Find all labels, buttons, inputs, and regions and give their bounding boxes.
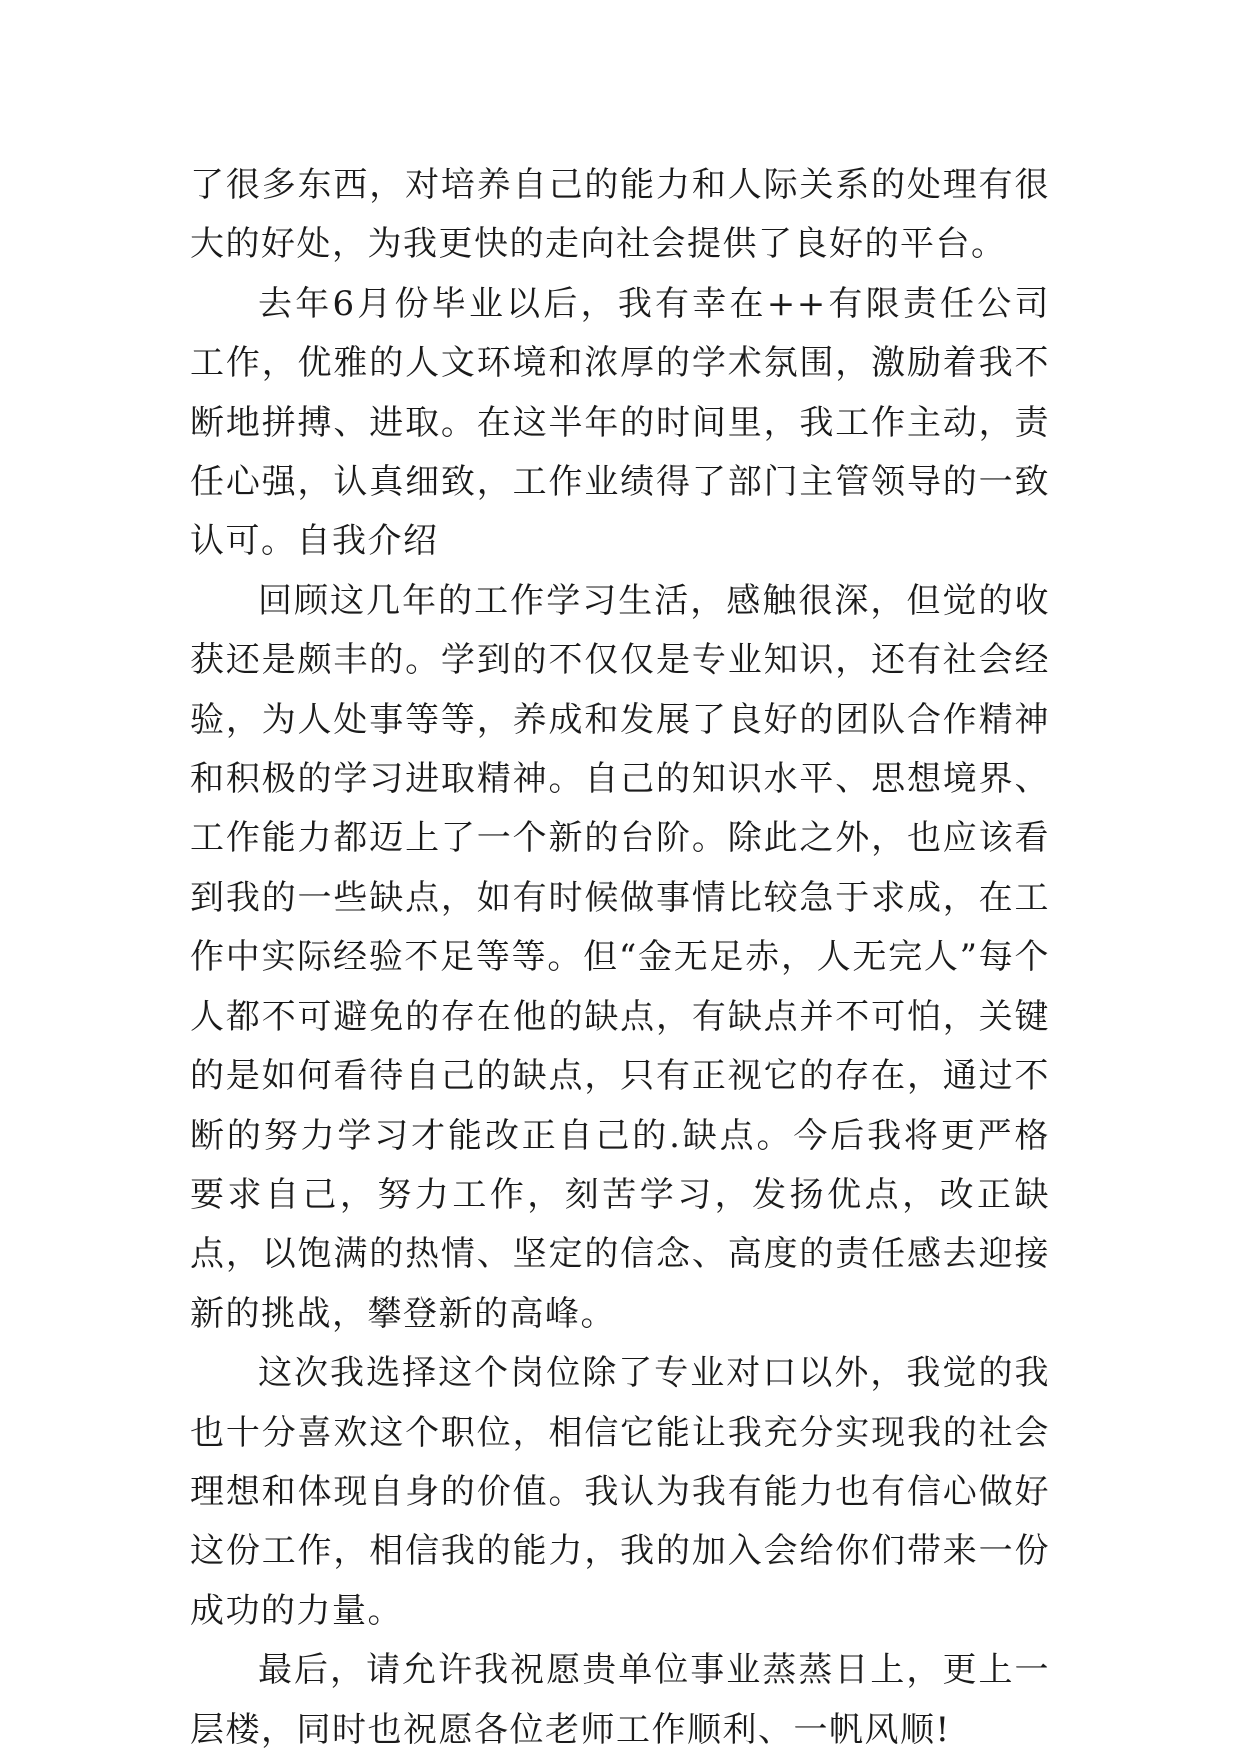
- document-body: [190, 156, 1050, 1760]
- paragraph-continuation: 了很多东西，对培养自己的能力和人际关系的处理有很大的好处，为我更快的走向社会提供了良好的平台。: [190, 165, 1050, 265]
- paragraph-position-choice: 这次我选择这个岗位除了专业对口以外，我觉的我也十分喜欢这个职位，相信它能让我充分实现我的社会理想和体现自身的价值。我认为我有能力也有信心做好这份工作，相信我的能力，我的加入会给你们带来一份成功的力量。: [190, 1353, 1050, 1631]
- paragraph-closing: 最后，请允许我祝愿贵单位事业蒸蒸日上，更上一层楼，同时也祝愿各位老师工作顺利、一帆风顺!: [190, 1650, 1050, 1750]
- paragraph-reflection: 回顾这几年的工作学习生活，感触很深，但觉的收获还是颇丰的。学到的不仅仅是专业知识，还有社会经验，为人处事等等，养成和发展了良好的团队合作精神和积极的学习进取精神。自己的知识水平、思想境界、工作能力都迈上了一个新的台阶。除此之外，也应该看到我的一些缺点，如有时候做事情比较急于求成，在工作中实际经验不足等等。但“金无足赤，人无完人”每个人都不可避免的存在他的缺点，有缺点并不可怕，关键的是如何看待自己的缺点，只有正视它的存在，通过不断的努力学习才能改正自己的.缺点。今后我将更严格要求自己，努力工作，刻苦学习，发扬优点，改正缺点，以饱满的热情、坚定的信念、高度的责任感去迎接新的挑战，攀登新的高峰。: [190, 580, 1050, 1334]
- paragraph-employment: 去年6月份毕业以后，我有幸在++有限责任公司工作，优雅的人文环境和浓厚的学术氛围，激励着我不断地拼搏、进取。在这半年的时间里，我工作主动，责任心强，认真细致，工作业绩得了部门主管领导的一致认可。自我介绍: [190, 283, 1050, 562]
